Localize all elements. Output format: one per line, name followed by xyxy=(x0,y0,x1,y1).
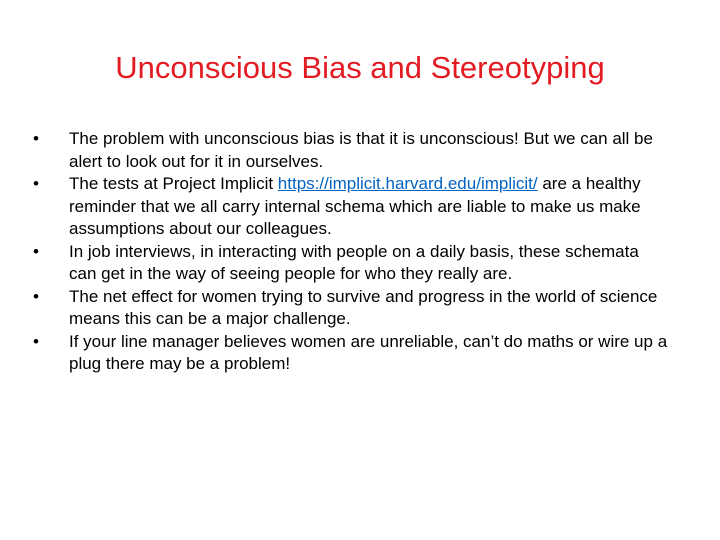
bullet-marker: • xyxy=(33,286,39,306)
bullet-text xyxy=(69,174,641,238)
project-implicit-link[interactable]: https://implicit.harvard.edu/implicit/ xyxy=(277,174,538,193)
bullet-item-2 xyxy=(30,173,670,241)
bullet-text-part: The problem with unconscious bias is that it is unconscious! But we can all be alert to look out for it in ourselves. xyxy=(69,129,653,171)
bullet-marker: • xyxy=(33,331,39,351)
bullet-marker: • xyxy=(33,129,39,148)
bullet-text-part: If your line manager believes women are unreliable, can’t do maths or wire up a plug there may be a problem! xyxy=(69,331,668,373)
bullet-text xyxy=(69,242,639,284)
bullet-item-4 xyxy=(30,286,670,331)
bullet-item-5 xyxy=(30,331,670,376)
bullet-text-part: are a healthy reminder that we all carry internal schema which are liable to make us make assumptions about our colleagues. xyxy=(69,174,641,238)
bullet-text xyxy=(69,129,653,171)
bullet-list xyxy=(30,128,670,376)
bullet-text-part: The tests at Project Implicit xyxy=(69,174,278,193)
bullet-item-3 xyxy=(30,241,670,286)
bullet-text xyxy=(69,332,667,374)
bullet-text-part: In job interviews, in interacting with people on a daily basis, these schemata can get in the way of seeing people for who they really are. xyxy=(69,241,639,283)
bullet-marker: • xyxy=(33,241,39,261)
bullet-text-part: The net effect for women trying to survive and progress in the world of science means this can be a major challenge. xyxy=(69,286,658,328)
bullet-item-1 xyxy=(30,128,670,173)
bullet-text xyxy=(69,287,657,329)
slide-title: Unconscious Bias and Stereotyping xyxy=(115,50,605,85)
bullet-marker: • xyxy=(33,174,39,193)
